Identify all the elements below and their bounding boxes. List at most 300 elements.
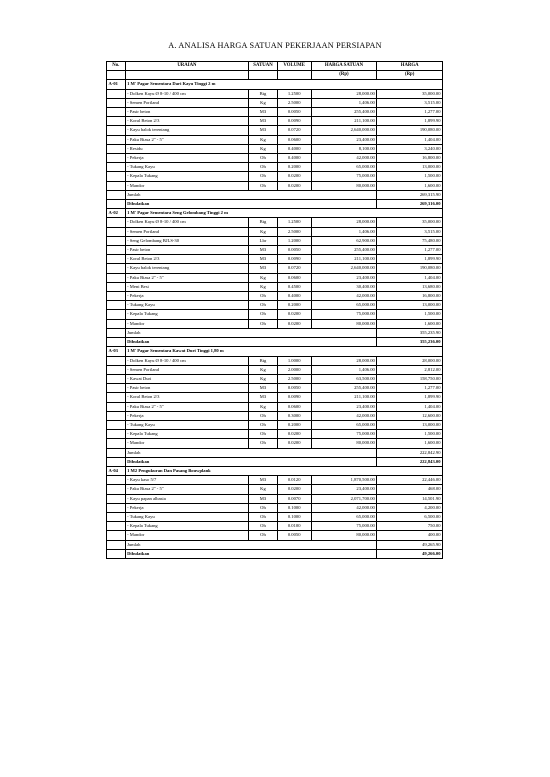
row-number-blank bbox=[107, 154, 126, 163]
item-volume: 0.4000 bbox=[277, 154, 311, 163]
header-unit-rp: (Rp) bbox=[377, 71, 443, 80]
table-row bbox=[107, 89, 443, 98]
item-description: - Pasir beton bbox=[125, 384, 249, 393]
item-volume: 0.0200 bbox=[277, 172, 311, 181]
item-unit: M3 bbox=[249, 246, 277, 255]
item-price: 22,446.00 bbox=[377, 476, 443, 485]
item-unit: Oh bbox=[249, 522, 277, 531]
item-volume: 1.2500 bbox=[277, 89, 311, 98]
table-row bbox=[107, 255, 443, 264]
item-price: 750.00 bbox=[377, 522, 443, 531]
item-unit-price: 2,640,000.00 bbox=[311, 264, 377, 273]
item-price: 28,000.00 bbox=[377, 356, 443, 365]
item-unit-price: 23,400.00 bbox=[311, 135, 377, 144]
item-description: - Koral Beton 2/3 bbox=[125, 255, 249, 264]
row-number-blank bbox=[107, 292, 126, 301]
item-price: 1,277.00 bbox=[377, 384, 443, 393]
item-description: - Paku Biasa 2" - 5" bbox=[125, 135, 249, 144]
item-description: - Dolken Kayu Ø 8-10 / 400 cm bbox=[125, 218, 249, 227]
section-title: 1 M' Pagar Sementara Seng Gelombang Tinggi 2 m bbox=[125, 209, 442, 218]
rounded-total-row bbox=[107, 200, 443, 209]
item-unit: M3 bbox=[249, 476, 277, 485]
subtotal-value: 222,842.90 bbox=[377, 448, 443, 457]
item-volume: 0.0090 bbox=[277, 117, 311, 126]
item-volume: 0.0200 bbox=[277, 319, 311, 328]
item-unit-price: 65,000.00 bbox=[311, 163, 377, 172]
item-volume: 0.0050 bbox=[277, 531, 311, 540]
item-unit: M3 bbox=[249, 108, 277, 117]
item-unit: Oh bbox=[249, 420, 277, 429]
row-number-blank bbox=[107, 512, 126, 521]
row-number-blank bbox=[107, 494, 126, 503]
item-price: 190,080.00 bbox=[377, 264, 443, 273]
section-title: 1 M' Pagar Sementara Dari Kayu Tinggi 2 m bbox=[125, 80, 442, 89]
item-price: 3,240.00 bbox=[377, 144, 443, 153]
row-number-blank bbox=[107, 108, 126, 117]
item-description: - Semen Portland bbox=[125, 98, 249, 107]
item-unit-price: 1,406.00 bbox=[311, 98, 377, 107]
rounded-total-row bbox=[107, 549, 443, 558]
item-unit: Kg bbox=[249, 135, 277, 144]
table-row bbox=[107, 494, 443, 503]
item-volume: 0.2000 bbox=[277, 420, 311, 429]
item-description: - Seng Gelombang BJLS-30 bbox=[125, 236, 249, 245]
item-description: - Kayu balok terentang bbox=[125, 126, 249, 135]
item-unit-price: 255,400.00 bbox=[311, 384, 377, 393]
item-price: 1,500.00 bbox=[377, 310, 443, 319]
item-price: 35,000.00 bbox=[377, 89, 443, 98]
item-description: - Kayu kaso 5/7 bbox=[125, 476, 249, 485]
row-number-blank bbox=[107, 393, 126, 402]
header-uraian-blank bbox=[125, 71, 249, 80]
item-price: 16,800.00 bbox=[377, 154, 443, 163]
item-unit-price: 255,400.00 bbox=[311, 108, 377, 117]
item-unit: Oh bbox=[249, 531, 277, 540]
item-description: - Dolken Kayu Ø 8-10 / 400 cm bbox=[125, 89, 249, 98]
header-no-blank bbox=[107, 71, 126, 80]
item-volume: 0.0090 bbox=[277, 393, 311, 402]
row-number-blank bbox=[107, 144, 126, 153]
table-row bbox=[107, 98, 443, 107]
item-price: 1,899.90 bbox=[377, 255, 443, 264]
item-description: - Pekerja bbox=[125, 292, 249, 301]
item-description: - Pekerja bbox=[125, 154, 249, 163]
item-description: - Tukang Kayu bbox=[125, 512, 249, 521]
item-unit: Oh bbox=[249, 181, 277, 190]
section-title: 1 M' Pagar Sementara Kawat Duri Tinggi 1,80 m bbox=[125, 347, 442, 356]
row-number-blank bbox=[107, 255, 126, 264]
item-volume: 0.0050 bbox=[277, 384, 311, 393]
table-header-unit-row bbox=[107, 71, 443, 80]
header-satuan-blank bbox=[249, 71, 277, 80]
item-unit-price: 255,400.00 bbox=[311, 246, 377, 255]
table-row bbox=[107, 163, 443, 172]
item-unit: Oh bbox=[249, 301, 277, 310]
rounded-total-row bbox=[107, 457, 443, 466]
row-number-blank bbox=[107, 439, 126, 448]
item-volume: 0.0200 bbox=[277, 485, 311, 494]
row-number-blank bbox=[107, 430, 126, 439]
item-description: - Mandor bbox=[125, 439, 249, 448]
row-number-blank bbox=[107, 411, 126, 420]
item-volume: 0.4500 bbox=[277, 282, 311, 291]
item-volume: 0.0600 bbox=[277, 402, 311, 411]
item-price: 1,899.90 bbox=[377, 117, 443, 126]
rounded-total-label: Dibulatkan bbox=[125, 200, 377, 209]
table-row bbox=[107, 411, 443, 420]
table-row bbox=[107, 356, 443, 365]
subtotal-value: 49,265.90 bbox=[377, 540, 443, 549]
item-price: 190,080.00 bbox=[377, 126, 443, 135]
item-unit: Oh bbox=[249, 172, 277, 181]
row-number-blank bbox=[107, 126, 126, 135]
header-satuan: SATUAN bbox=[249, 62, 277, 71]
section-header-row bbox=[107, 80, 443, 89]
item-unit-price: 42,000.00 bbox=[311, 503, 377, 512]
item-unit: Lbr bbox=[249, 236, 277, 245]
table-row bbox=[107, 301, 443, 310]
item-unit: M3 bbox=[249, 393, 277, 402]
table-row bbox=[107, 282, 443, 291]
item-description: - Mandor bbox=[125, 319, 249, 328]
item-unit-price: 1,406.00 bbox=[311, 365, 377, 374]
row-number-blank bbox=[107, 531, 126, 540]
rounded-total-value: 355,236.00 bbox=[377, 338, 443, 347]
item-price: 1,899.90 bbox=[377, 393, 443, 402]
item-price: 1,404.00 bbox=[377, 135, 443, 144]
item-volume: 0.0200 bbox=[277, 430, 311, 439]
table-row bbox=[107, 117, 443, 126]
item-unit-price: 80,000.00 bbox=[311, 181, 377, 190]
item-unit: Oh bbox=[249, 310, 277, 319]
item-unit: Btg bbox=[249, 89, 277, 98]
item-volume: 2.5000 bbox=[277, 98, 311, 107]
subtotal-value: 269,315.90 bbox=[377, 190, 443, 199]
header-volume-blank bbox=[277, 71, 311, 80]
table-row bbox=[107, 512, 443, 521]
subtotal-label: Jumlah bbox=[125, 190, 377, 199]
item-unit: Kg bbox=[249, 144, 277, 153]
rounded-total-value: 49,266.00 bbox=[377, 549, 443, 558]
item-unit-price: 42,000.00 bbox=[311, 292, 377, 301]
row-number-blank bbox=[107, 218, 126, 227]
item-unit: Kg bbox=[249, 273, 277, 282]
item-price: 1,500.00 bbox=[377, 430, 443, 439]
rounded-total-row bbox=[107, 338, 443, 347]
row-number-blank bbox=[107, 457, 126, 466]
rounded-total-value: 269,316.00 bbox=[377, 200, 443, 209]
item-volume: 0.0070 bbox=[277, 494, 311, 503]
rounded-total-label: Dibulatkan bbox=[125, 549, 377, 558]
item-price: 1,277.00 bbox=[377, 108, 443, 117]
item-unit-price: 1,406.00 bbox=[311, 227, 377, 236]
item-volume: 0.0200 bbox=[277, 439, 311, 448]
header-no: No. bbox=[107, 62, 126, 71]
item-unit-price: 23,400.00 bbox=[311, 273, 377, 282]
item-unit: Btg bbox=[249, 218, 277, 227]
item-description: - Residu bbox=[125, 144, 249, 153]
item-description: - Paku Biasa 2" - 5" bbox=[125, 485, 249, 494]
item-unit: Oh bbox=[249, 292, 277, 301]
item-description: - Dolken Kayu Ø 8-10 / 400 cm bbox=[125, 356, 249, 365]
table-row bbox=[107, 181, 443, 190]
item-unit-price: 42,000.00 bbox=[311, 411, 377, 420]
item-description: - Mandor bbox=[125, 181, 249, 190]
item-description: - Semen Portland bbox=[125, 365, 249, 374]
item-description: - Kayu balok terentang bbox=[125, 264, 249, 273]
item-unit-price: 63,500.00 bbox=[311, 374, 377, 383]
row-number-blank bbox=[107, 172, 126, 181]
row-number-blank bbox=[107, 549, 126, 558]
row-number-blank bbox=[107, 117, 126, 126]
item-volume: 2.0000 bbox=[277, 365, 311, 374]
item-unit: M3 bbox=[249, 255, 277, 264]
item-description: - Pekerja bbox=[125, 411, 249, 420]
table-body bbox=[107, 62, 443, 559]
item-volume: 0.0720 bbox=[277, 264, 311, 273]
subtotal-row bbox=[107, 540, 443, 549]
item-unit-price: 80,000.00 bbox=[311, 531, 377, 540]
table-row bbox=[107, 246, 443, 255]
table-row bbox=[107, 402, 443, 411]
item-volume: 0.0100 bbox=[277, 522, 311, 531]
rounded-total-value: 222,843.00 bbox=[377, 457, 443, 466]
item-volume: 2.5000 bbox=[277, 374, 311, 383]
row-number-blank bbox=[107, 163, 126, 172]
item-description: - Mandor bbox=[125, 531, 249, 540]
item-unit-price: 2,640,000.00 bbox=[311, 126, 377, 135]
item-unit-price: 75,000.00 bbox=[311, 172, 377, 181]
item-price: 400.00 bbox=[377, 531, 443, 540]
item-description: - Kepala Tukang bbox=[125, 522, 249, 531]
item-unit-price: 2,071,700.00 bbox=[311, 494, 377, 503]
item-volume: 1.2000 bbox=[277, 236, 311, 245]
item-unit: Kg bbox=[249, 402, 277, 411]
row-number-blank bbox=[107, 200, 126, 209]
item-unit-price: 65,000.00 bbox=[311, 301, 377, 310]
row-number-blank bbox=[107, 402, 126, 411]
item-unit-price: 8,100.00 bbox=[311, 144, 377, 153]
page-title: A. ANALISA HARGA SATUAN PEKERJAAN PERSIAPAN bbox=[168, 41, 382, 50]
section-number: A-01 bbox=[107, 80, 126, 89]
item-unit: M3 bbox=[249, 384, 277, 393]
item-description: - Pasir beton bbox=[125, 108, 249, 117]
item-description: - Semen Portland bbox=[125, 227, 249, 236]
item-unit: Oh bbox=[249, 411, 277, 420]
header-uraian: URAIAN bbox=[125, 62, 249, 71]
price-analysis-table bbox=[106, 61, 443, 559]
item-unit-price: 75,000.00 bbox=[311, 522, 377, 531]
row-number-blank bbox=[107, 338, 126, 347]
item-unit: M3 bbox=[249, 126, 277, 135]
item-description: - Kepala Tukang bbox=[125, 172, 249, 181]
item-price: 75,480.00 bbox=[377, 236, 443, 245]
subtotal-row bbox=[107, 328, 443, 337]
row-number-blank bbox=[107, 384, 126, 393]
item-description: - Paku Biasa 2" - 5" bbox=[125, 273, 249, 282]
row-number-blank bbox=[107, 246, 126, 255]
rounded-total-label: Dibulatkan bbox=[125, 338, 377, 347]
table-row bbox=[107, 420, 443, 429]
subtotal-label: Jumlah bbox=[125, 540, 377, 549]
item-volume: 0.0600 bbox=[277, 273, 311, 282]
item-unit: Oh bbox=[249, 319, 277, 328]
row-number-blank bbox=[107, 227, 126, 236]
row-number-blank bbox=[107, 135, 126, 144]
section-number: A-02 bbox=[107, 209, 126, 218]
item-volume: 0.0720 bbox=[277, 126, 311, 135]
table-row bbox=[107, 384, 443, 393]
item-price: 14,501.90 bbox=[377, 494, 443, 503]
table-row bbox=[107, 144, 443, 153]
table-row bbox=[107, 374, 443, 383]
header-harga-satuan: HARGA SATUAN bbox=[311, 62, 377, 71]
row-number-blank bbox=[107, 485, 126, 494]
item-price: 1,404.00 bbox=[377, 402, 443, 411]
item-unit: Btg bbox=[249, 356, 277, 365]
item-description: - Meni Besi bbox=[125, 282, 249, 291]
table-row bbox=[107, 430, 443, 439]
item-description: - Kepala Tukang bbox=[125, 310, 249, 319]
item-volume: 0.4000 bbox=[277, 144, 311, 153]
item-unit-price: 62,900.00 bbox=[311, 236, 377, 245]
subtotal-row bbox=[107, 448, 443, 457]
row-number-blank bbox=[107, 420, 126, 429]
item-price: 468.00 bbox=[377, 485, 443, 494]
table-row bbox=[107, 319, 443, 328]
item-unit-price: 65,000.00 bbox=[311, 512, 377, 521]
item-unit-price: 30,400.00 bbox=[311, 282, 377, 291]
row-number-blank bbox=[107, 476, 126, 485]
row-number-blank bbox=[107, 98, 126, 107]
item-volume: 0.1000 bbox=[277, 503, 311, 512]
section-number: A-03 bbox=[107, 347, 126, 356]
row-number-blank bbox=[107, 190, 126, 199]
table-row bbox=[107, 365, 443, 374]
row-number-blank bbox=[107, 522, 126, 531]
item-volume: 0.0200 bbox=[277, 310, 311, 319]
row-number-blank bbox=[107, 540, 126, 549]
subtotal-row bbox=[107, 190, 443, 199]
rounded-total-label: Dibulatkan bbox=[125, 457, 377, 466]
item-volume: 1.0000 bbox=[277, 356, 311, 365]
item-volume: 0.3000 bbox=[277, 411, 311, 420]
table-row bbox=[107, 310, 443, 319]
item-price: 13,680.00 bbox=[377, 282, 443, 291]
table-row bbox=[107, 227, 443, 236]
item-unit: Kg bbox=[249, 282, 277, 291]
item-price: 1,500.00 bbox=[377, 172, 443, 181]
item-price: 3,515.00 bbox=[377, 98, 443, 107]
item-price: 13,000.00 bbox=[377, 163, 443, 172]
item-unit-price: 75,000.00 bbox=[311, 430, 377, 439]
item-unit-price: 211,100.00 bbox=[311, 117, 377, 126]
header-harga: HARGA bbox=[377, 62, 443, 71]
item-unit-price: 23,400.00 bbox=[311, 402, 377, 411]
item-unit: Kg bbox=[249, 227, 277, 236]
table-row bbox=[107, 264, 443, 273]
table-row bbox=[107, 476, 443, 485]
item-unit: M3 bbox=[249, 264, 277, 273]
item-unit-price: 211,100.00 bbox=[311, 393, 377, 402]
item-unit: Oh bbox=[249, 439, 277, 448]
row-number-blank bbox=[107, 374, 126, 383]
row-number-blank bbox=[107, 264, 126, 273]
item-unit: Oh bbox=[249, 154, 277, 163]
item-price: 12,600.00 bbox=[377, 411, 443, 420]
item-price: 35,000.00 bbox=[377, 218, 443, 227]
item-unit-price: 28,000.00 bbox=[311, 356, 377, 365]
header-volume: VOLUME bbox=[277, 62, 311, 71]
item-price: 6,500.00 bbox=[377, 512, 443, 521]
item-volume: 0.0090 bbox=[277, 255, 311, 264]
section-header-row bbox=[107, 466, 443, 475]
item-unit: Kg bbox=[249, 485, 277, 494]
item-volume: 0.0200 bbox=[277, 181, 311, 190]
item-price: 1,600.00 bbox=[377, 319, 443, 328]
table-row bbox=[107, 273, 443, 282]
section-number: A-04 bbox=[107, 466, 126, 475]
row-number-blank bbox=[107, 310, 126, 319]
item-price: 13,000.00 bbox=[377, 301, 443, 310]
row-number-blank bbox=[107, 365, 126, 374]
item-unit: M3 bbox=[249, 494, 277, 503]
item-price: 158,750.00 bbox=[377, 374, 443, 383]
subtotal-label: Jumlah bbox=[125, 448, 377, 457]
section-header-row bbox=[107, 347, 443, 356]
item-price: 1,404.00 bbox=[377, 273, 443, 282]
header-unit-rp: (Rp) bbox=[311, 71, 377, 80]
item-unit: Kg bbox=[249, 374, 277, 383]
item-description: - Tukang Kayu bbox=[125, 420, 249, 429]
item-volume: 0.0600 bbox=[277, 135, 311, 144]
row-number-blank bbox=[107, 282, 126, 291]
item-price: 3,515.00 bbox=[377, 227, 443, 236]
item-description: - Pasir beton bbox=[125, 246, 249, 255]
item-unit: Oh bbox=[249, 163, 277, 172]
subtotal-label: Jumlah bbox=[125, 328, 377, 337]
item-unit-price: 75,000.00 bbox=[311, 310, 377, 319]
item-unit-price: 211,100.00 bbox=[311, 255, 377, 264]
item-price: 2,812.00 bbox=[377, 365, 443, 374]
table-row bbox=[107, 292, 443, 301]
item-unit-price: 80,000.00 bbox=[311, 439, 377, 448]
row-number-blank bbox=[107, 503, 126, 512]
item-price: 1,277.00 bbox=[377, 246, 443, 255]
item-volume: 0.1000 bbox=[277, 512, 311, 521]
item-volume: 0.4000 bbox=[277, 292, 311, 301]
table-row bbox=[107, 393, 443, 402]
item-volume: 0.2000 bbox=[277, 163, 311, 172]
item-price: 13,000.00 bbox=[377, 420, 443, 429]
item-unit-price: 1,870,500.00 bbox=[311, 476, 377, 485]
item-description: - Tukang Kayu bbox=[125, 163, 249, 172]
table-row bbox=[107, 236, 443, 245]
item-description: - Kepala Tukang bbox=[125, 430, 249, 439]
table-row bbox=[107, 126, 443, 135]
item-unit: Oh bbox=[249, 512, 277, 521]
item-volume: 0.2000 bbox=[277, 301, 311, 310]
item-description: - Tukang Kayu bbox=[125, 301, 249, 310]
row-number-blank bbox=[107, 89, 126, 98]
row-number-blank bbox=[107, 181, 126, 190]
item-unit-price: 23,400.00 bbox=[311, 485, 377, 494]
row-number-blank bbox=[107, 236, 126, 245]
item-price: 1,600.00 bbox=[377, 439, 443, 448]
item-unit: M3 bbox=[249, 117, 277, 126]
section-header-row bbox=[107, 209, 443, 218]
row-number-blank bbox=[107, 328, 126, 337]
